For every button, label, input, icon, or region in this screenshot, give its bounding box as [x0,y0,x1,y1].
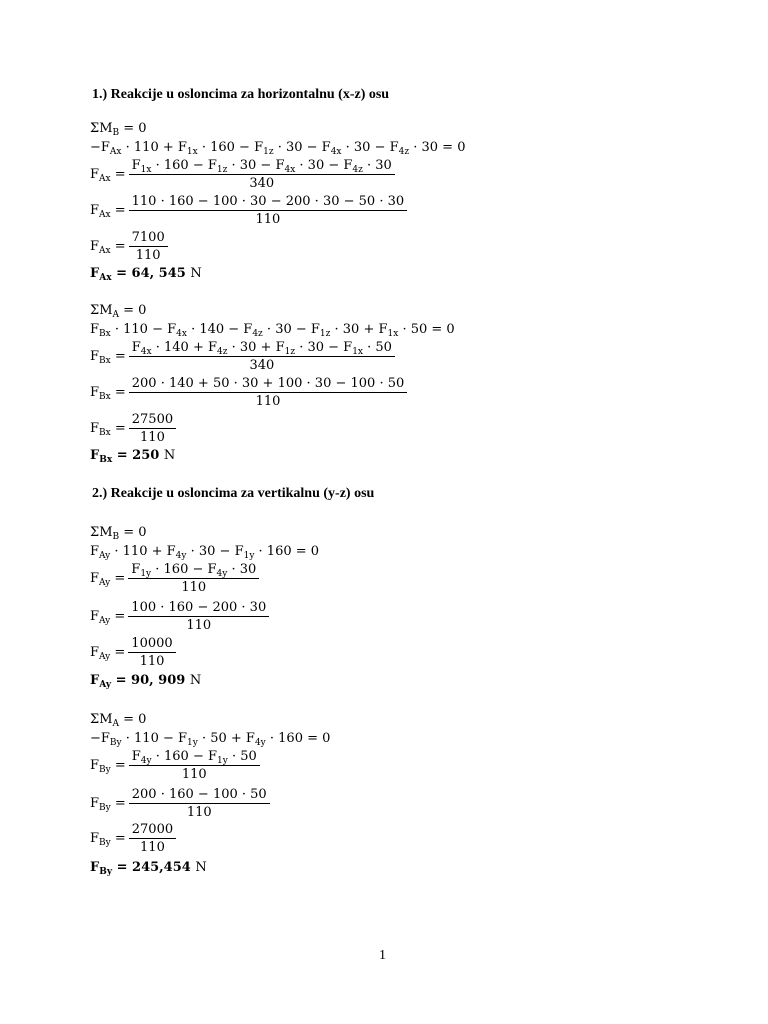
numerator: $F_{4x} \cdot 140 + F_{4z} \cdot 30 + F_{1z} \cdot 30 - F_{1x} \cdot 50$ [129,340,395,357]
lhs: $F_{Ay}$ = [90,645,126,662]
lhs: $F_{By}$ = [90,831,126,848]
fraction-row [90,787,270,820]
numerator: 200 · 160 − 100 · 50 [129,787,270,804]
equation: $-F_{Ax} \cdot 110 + F_{1x} \cdot 160 - F_{1z} \cdot 30 - F_{4x} \cdot 30 - F_{4z} \cdot 30 = 0$ [90,140,466,157]
denominator: 110 [140,840,165,855]
fraction-row [90,158,395,191]
result-line [90,266,202,281]
section-heading: 1.) Reakcije u osloncima za horizontalnu (x-z) osu [92,87,390,102]
denominator: 110 [186,805,212,820]
fraction-row [90,412,176,445]
numerator: $F_{1y} \cdot 160 - F_{4y} \cdot 30$ [128,562,259,579]
fraction-row [90,600,269,633]
fraction-row [90,562,259,595]
denominator: 110 [255,394,281,409]
fraction-row [90,194,407,227]
result-line [90,860,207,875]
fraction [129,340,395,373]
numerator: 27000 [129,822,176,839]
numerator: 27500 [129,412,176,429]
moment-equilibrium: $\Sigma M_A = 0$ [90,303,147,320]
numerator: $F_{4y} \cdot 160 - F_{1y} \cdot 50$ [129,749,260,766]
lhs: $F_{Bx}$ = [90,385,126,402]
denominator: 110 [181,767,207,782]
section-heading: 2.) Reakcije u osloncima za vertikalnu (y-z) osu [92,486,375,501]
result-line [90,673,201,688]
result-line [90,448,175,463]
unit: N [195,860,207,875]
lhs: $F_{Ay}$ = [90,609,126,626]
fraction [129,376,407,409]
denominator: 340 [249,358,275,373]
page-number: 1 [379,948,386,963]
moment-equilibrium: $\Sigma M_A = 0$ [90,712,147,729]
result-value: $F_{By} = 245,454$ [90,860,191,877]
equation: $F_{Ay} \cdot 110 + F_{4y} \cdot 30 - F_{1y} \cdot 160 = 0$ [90,544,320,561]
lhs: $F_{By}$ = [90,758,126,775]
fraction-row [90,376,407,409]
fraction [129,194,407,227]
fraction [128,600,269,633]
numerator: 7100 [129,230,168,247]
fraction [129,749,260,782]
equation: $-F_{By} \cdot 110 - F_{1y} \cdot 50 + F_{4y} \cdot 160 = 0$ [90,731,331,748]
lhs: $F_{Bx}$ = [90,349,126,366]
fraction [129,822,176,855]
denominator: 110 [140,430,165,445]
denominator: 110 [181,580,207,595]
lhs: $F_{Ax}$ = [90,203,126,220]
moment-equilibrium: $\Sigma M_B = 0$ [90,121,147,138]
fraction [129,158,395,191]
numerator: 10000 [128,636,175,653]
denominator: 110 [135,248,161,263]
fraction [129,787,270,820]
lhs: $F_{Ax}$ = [90,167,126,184]
fraction [128,636,175,669]
lhs: $F_{Ay}$ = [90,571,126,588]
numerator: 100 · 160 − 200 · 30 [128,600,269,617]
fraction-row [90,749,260,782]
fraction [128,562,259,595]
fraction-row [90,340,395,373]
denominator: 340 [249,176,275,191]
equation: $F_{Bx} \cdot 110 - F_{4x} \cdot 140 - F_{4z} \cdot 30 - F_{1z} \cdot 30 + F_{1x} \cdot 50 = 0$ [90,322,455,339]
fraction [129,412,176,445]
fraction-row [90,636,176,669]
unit: N [189,673,202,688]
unit: N [190,266,202,281]
lhs: $F_{By}$ = [90,796,126,813]
unit: N [163,448,176,463]
fraction [129,230,168,263]
moment-equilibrium: $\Sigma M_B = 0$ [90,525,147,542]
result-value: $F_{Ay} = 90$, 909 [90,673,186,690]
numerator: $F_{1x} \cdot 160 - F_{1z} \cdot 30 - F_{4x} \cdot 30 - F_{4z} \cdot 30$ [129,158,395,175]
fraction-row [90,822,176,855]
numerator: 200 · 140 + 50 · 30 + 100 · 30 − 100 · 50 [129,376,407,393]
denominator: 110 [255,212,281,227]
fraction-row [90,230,168,263]
numerator: 110 · 160 − 100 · 30 − 200 · 30 − 50 · 30 [129,194,407,211]
denominator: 110 [186,618,212,633]
lhs: $F_{Bx}$ = [90,421,126,438]
denominator: 110 [139,654,165,669]
lhs: $F_{Ax}$ = [90,239,126,256]
result-value: $F_{Bx} = 250$ [90,448,160,465]
result-value: $F_{Ax} = 64$, 545 [90,266,186,283]
